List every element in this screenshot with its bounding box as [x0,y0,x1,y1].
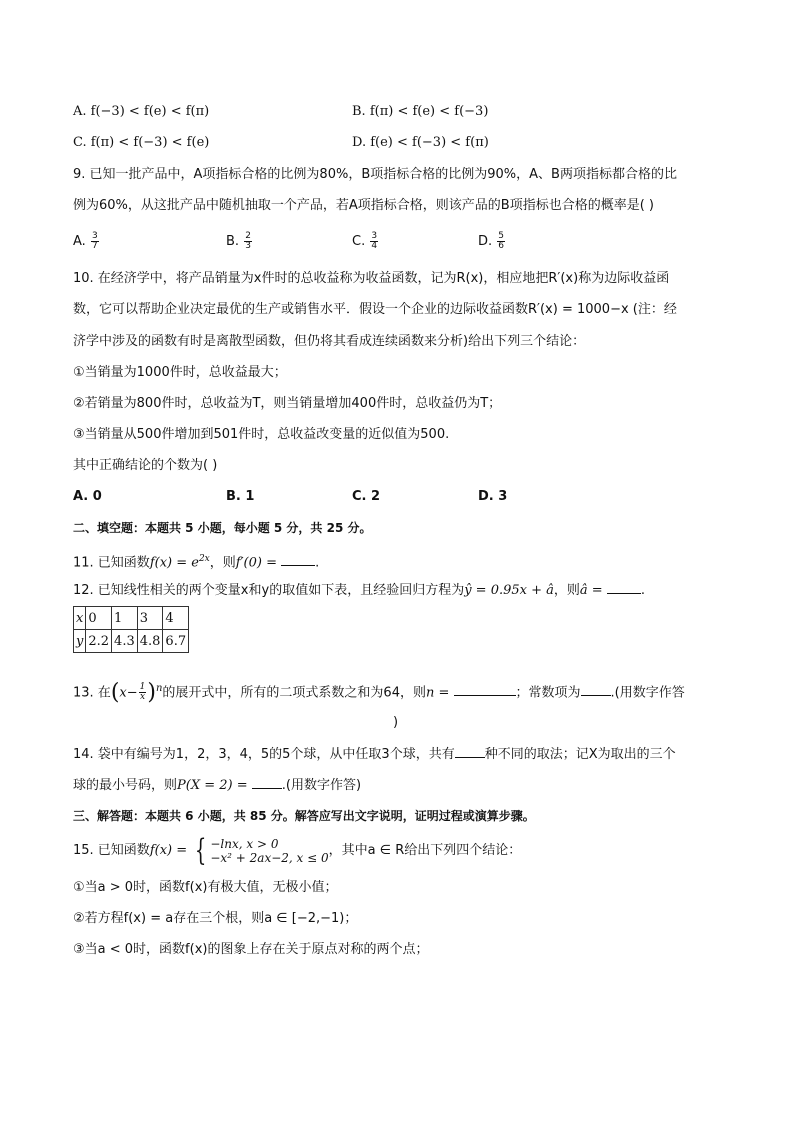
fraction: $\frac{3}{7}$ [91,231,98,251]
answer-blank [581,683,611,696]
q15-stem: 15. 已知函数f(x) = { −lnx, x > 0 −x² + 2ax−2, x ≤ 0 ，其中a ∈ R给出下列四个结论： [73,832,522,868]
piecewise-cases: −lnx, x > 0 −x² + 2ax−2, x ≤ 0 [210,836,329,865]
answer-blank [281,553,315,566]
q10-conclusion-3: ③当销量从500件增加到501件时，总收益改变量的近似值为500. [73,427,450,442]
q15-conclusion-1: ①当a > 0时，函数f(x)有极大值，无极小值； [73,880,338,895]
table-row: x 0 1 3 4 [74,607,189,630]
q14-line-2: 球的最小号码，则P(X = 2) = .(用数字作答) [73,778,362,793]
q10-conclusion-2: ②若销量为800件时，总收益为T，则当销量增加400件时，总收益仍为T； [73,396,502,411]
answer-blank [607,581,641,594]
fraction: $\frac{1}{x}$ [139,682,146,703]
q15-conclusion-3: ③当a < 0时，函数f(x)的图象上存在关于原点对称的两个点； [73,942,429,957]
q12: 12. 已知线性相关的两个变量x和y的取值如下表，且经验回归方程为ŷ = 0.95x + â，则â = . [73,583,645,598]
q8-option-a: A. f(−3) < f(e) < f(π) [73,104,210,119]
option-label: B. [226,234,240,249]
answer-blank [454,683,516,696]
q10-conclusion-1: ①当销量为1000件时，总收益最大； [73,365,287,380]
q10-stem-line-2: 数，它可以帮助企业决定最优的生产或销售水平．假设一个企业的边际收益函数R′(x) = 1000−x (注：经 [73,302,677,317]
answer-blank [455,745,485,758]
q15-conclusion-2: ②若方程f(x) = a存在三个根，则a ∈ [−2,−1)； [73,911,358,926]
q8-option-c: C. f(π) < f(−3) < f(e) [73,135,210,150]
q10-question: 其中正确结论的个数为( ) [73,458,218,473]
q9-option-a [73,232,100,251]
q8-option-b: B. f(π) < f(e) < f(−3) [352,104,489,119]
option-label: A. [73,234,86,249]
q10-option-a: A. 0 [73,489,102,504]
option-label: C. [352,234,366,249]
table-row: y 2.2 4.3 4.8 6.7 [74,630,189,653]
q9-stem-line-1: 9. 已知一批产品中，A项指标合格的比例为80%，B项指标合格的比例为90%，A、B两项指标都合格的比 [73,167,677,182]
q13: 13. 在(x− $\frac{1}{x}$ )$^n$的展开式中，所有的二项式系数之和为64，则n = ；常数项为 .(用数字作答 [73,679,685,705]
fraction: $\frac{3}{4}$ [371,231,378,251]
q9-option-c [352,232,379,251]
q14-line-1: 14. 袋中有编号为1，2，3，4，5的5个球，从中任取3个球，共有 种不同的取法；记X为取出的三个 [73,747,676,762]
section-heading-fill-in: 二、填空题：本题共 5 小题，每小题 5 分，共 25 分。 [73,521,372,535]
q9-stem-line-2: 例为60%，从这批产品中随机抽取一个产品，若A项指标合格，则该产品的B项指标也合格的概率是( ) [73,198,654,213]
q12-data-table [73,606,189,653]
q11: 11. 已知函数$f(x) = e^{2x}$，则f′(0) = . [73,554,320,571]
q10-stem-line-1: 10. 在经济学中，将产品销量为x件时的总收益称为收益函数，记为R(x)，相应地把R′(x)称为边际收益函 [73,271,670,286]
section-heading-solutions: 三、解答题：本题共 6 小题，共 85 分。解答应写出文字说明，证明过程或演算步骤。 [73,809,535,823]
option-label: D. [478,234,493,249]
q13-close-paren: ) [393,715,399,730]
q9-option-d [478,232,506,251]
q9-option-b [226,232,253,251]
q8-option-d: D. f(e) < f(−3) < f(π) [352,135,489,150]
answer-blank [252,776,282,789]
q10-option-d: D. 3 [478,489,508,504]
q10-option-c: C. 2 [352,489,381,504]
fraction: $\frac{2}{3}$ [245,231,251,251]
q10-stem-line-3: 济学中涉及的函数有时是离散型函数，但仍将其看成连续函数来分析)给出下列三个结论： [73,334,586,349]
q10-option-b: B. 1 [226,489,255,504]
fraction: $\frac{5}{6}$ [498,231,505,251]
